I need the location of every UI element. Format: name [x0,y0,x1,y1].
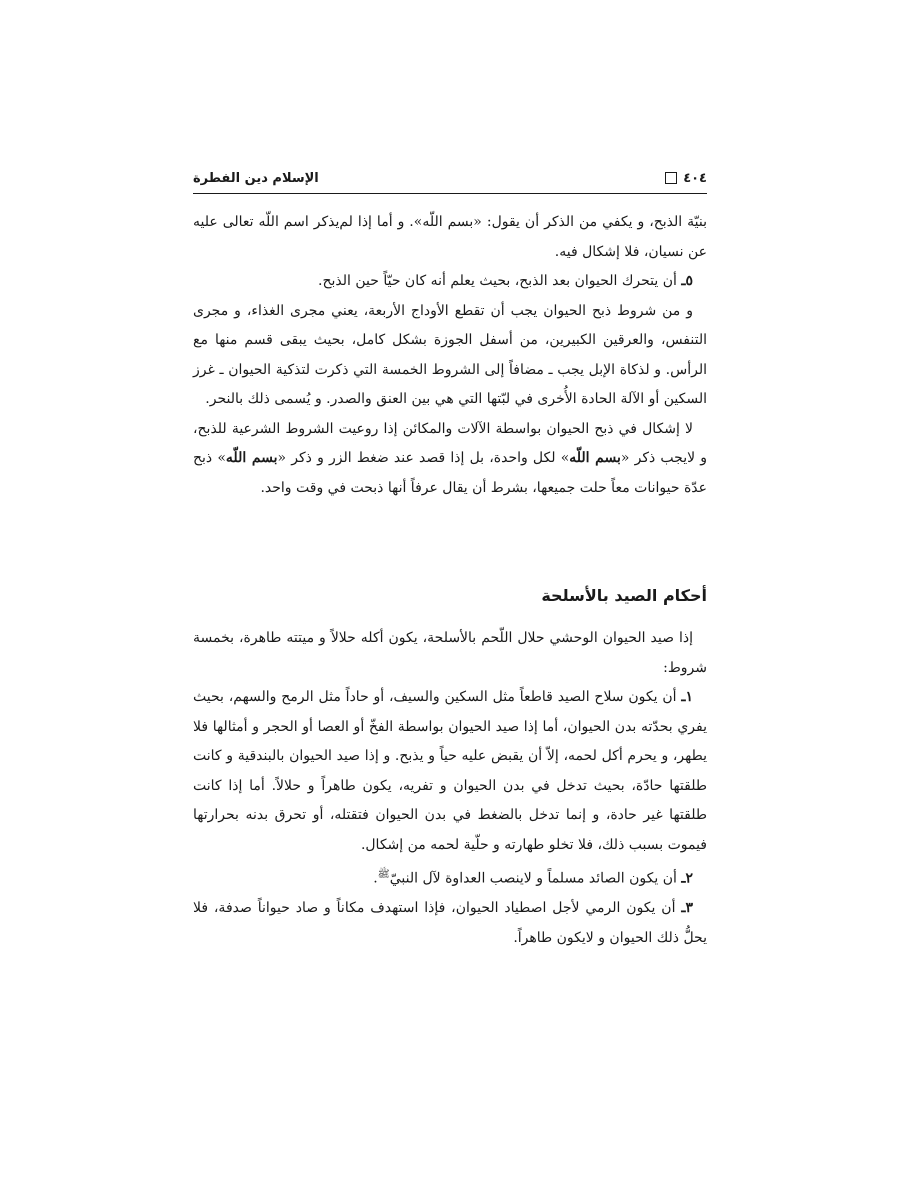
basmala-bold: بسم اللّه [225,450,278,466]
text-run: » لكل واحدة، بل إذا قصد عند ضغط الزر و ذكر « [277,450,570,466]
book-title: الإسلام دين الفطرة [193,170,319,186]
condition-3 [193,894,707,953]
paragraph-machines [193,415,707,504]
section-hunting [193,624,707,953]
paragraph-veins: و من شروط ذبح الحيوان يجب أن تقطع الأوداج الأربعة، يعني مجرى الغذاء، و مجرى التنفس، والعرقين الكبيرين، من أسفل الجوزة بشكل كامل، بحيث يبقى قسم منها مع الرأس. و لذكاة الإبل يجب ـ مضافاً إلى الشروط الخمسة التي ذكرت لتذكية الحيوان ـ غرز السكين أو الآلة الحادة الأُخرى في لبّتها التي هي بين العنق والصدر. و يُسمى ذلك بالنحر. [193,302,707,407]
page-number: ٤٠٤ [683,170,707,186]
basmala-bold: بسم اللّه [569,450,621,466]
paragraph-intention: بنيّة الذبح، و يكفي من الذكر أن يقول: «بسم اللّه». و أما إذا لم‌يذكر اسم اللّه تعالى عليه عن نسيان، فلا إشكال فيه. [193,214,707,260]
honorific-symbol: ﷺ [377,869,390,880]
condition-2 [193,860,707,894]
page-number-group [665,171,707,186]
text-run: لا إشكال في ذبح الحيوان بواسطة الآلات والمكائن إذا روعيت الشروط الشرعية للذبح، و لايجب ذكر « [193,420,708,466]
condition-5 [193,267,707,297]
condition-text: أن يكون سلاح الصيد قاطعاً مثل السكين والسيف، أو حاداً مثل الرمح والسهم، بحيث يفري بحدّته بدن الحيوان، أما إذا صيد الحيوان بواسطة الفخّ أو العصا أو الحجر و أمثالها فلا يطهر، و يحرم أكل لحمه، إلاّ أن يقبض عليه حياً و يذبح. و إذا صيد الحيوان بالبندقية و كانت طلقتها حادّة، بحيث تدخل في بدن الحيوان و تفريه، يكون طاهراً و حلالاً. أما إذا كانت طلقتها غير حادة، و إنما تدخل بالضغط في بدن الحيوان فتقتله، أو تحرق بدنه بحرارتها فيموت بسبب ذلك، فلا تخلو طهارته و حلّية لحمه من إشكال. [193,689,707,853]
text-run: . [373,870,378,887]
condition-text: أن يكون الرمي لأجل اصطياد الحيوان، فإذا استهدف مكاناً و صاد حيواناً صدفة، فلا يحلُّ ذلك الحيوان و لايكون طاهراً. [193,900,707,946]
section-heading: أحكام الصيد بالأسلحة [541,586,707,605]
condition-1 [193,683,707,860]
condition-text: أن يتحرك الحيوان بعد الذبح، بحيث يعلم أنه كان حيّاً حين الذبح. [318,273,677,289]
text-run: » ذبح عدّة حيوانات معاً حلت جميعها، بشرط أن يقال عرفاً أنها ذبحت في وقت واحد. [193,450,707,496]
section-slaughter [193,208,707,503]
condition-text: أن يكون الصائد مسلماً و لاينصب العداوة لآل النبيّ [389,870,677,887]
square-ornament-icon [665,172,677,184]
condition-number: ٣ـ [681,900,693,917]
condition-number: ٥ـ [681,273,693,289]
condition-number: ١ـ [681,689,693,705]
paragraph-hunting-intro: إذا صيد الحيوان الوحشي حلال اللّحم بالأسلحة، يكون أكله حلالاً و ميتته طاهرة، بخمسة شروط: [193,630,707,676]
condition-number: ٢ـ [681,870,693,887]
page-header [193,165,707,191]
header-rule [193,193,707,194]
